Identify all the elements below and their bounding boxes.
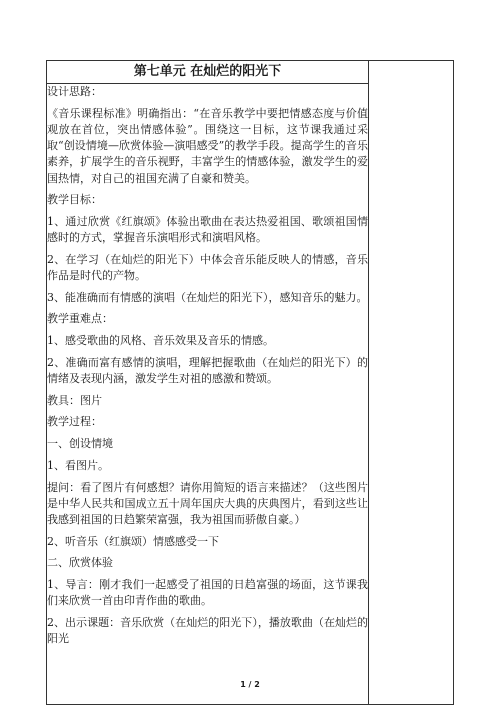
document-title: 第七单元 在灿烂的阳光下: [47, 61, 369, 84]
paragraph: 二、欣赏体验: [47, 556, 113, 570]
paragraph: 教学目标：: [47, 193, 102, 207]
lesson-plan-table: [46, 60, 454, 705]
paragraph: 3、能准确而有情感的演唱（在灿烂的阳光下），感知音乐的魅力。: [47, 290, 368, 304]
paragraph: 教学重难点：: [47, 312, 113, 326]
paragraph: 2、准确而富有感情的演唱，理解把握歌曲（在灿烂的阳光下）的情绪及表现内涵，激发学生对祖的感激和赞颂。: [47, 355, 368, 386]
paragraph: 1、看图片。: [47, 458, 109, 472]
paragraph: 2、在学习（在灿烂的阳光下）中体会音乐能反映人的情感，音乐作品是时代的产物。: [47, 252, 368, 283]
side-notes-column: [369, 61, 454, 705]
paragraph: 一、创设情境: [47, 437, 113, 451]
paragraph: 1、导言：刚才我们一起感受了祖国的日趋富强的场面，这节课我们来欣赏一首由印青作曲的歌曲。: [47, 578, 368, 608]
paragraph: 2、听音乐（红旗颂）情感感受一下: [47, 534, 219, 548]
paragraph: 2、出示课题：音乐欣赏（在灿烂的阳光下），播放歌曲（在灿烂的阳光: [47, 615, 368, 646]
paragraph: 设计思路：: [47, 85, 102, 98]
paragraph: 教学过程：: [47, 415, 102, 429]
lesson-content: [47, 84, 369, 705]
paragraph: 1、通过欣赏《红旗颂》体验出歌曲在表达热爱祖国、歌颂祖国情感时的方式，掌握音乐演唱形式和演唱风格。: [47, 214, 368, 245]
paragraph: 《音乐课程标准》明确指出：“在音乐教学中要把情感态度与价值观放在首位，突出情感体验”。围绕这一目标，这节课我通过采取“创设情境—欣赏体验—演唱感受”的教学手段。提高学生的音乐素养，扩展学生的音乐视野，丰富学生的情感体验，激发学生的爱国热情，对自己的祖国充满了自豪和赞美。: [47, 106, 368, 185]
paragraph: 1、感受歌曲的风格、音乐效果及音乐的情感。: [47, 334, 274, 348]
page-number: 1 / 2: [240, 680, 260, 689]
paragraph: 提问：看了图片有何感想？请你用简短的语言来描述？（这些图片是中华人民共和国成立五十周年国庆大典的庆典图片，看到这些让我感到祖国的日趋繁荣富强，我为祖国而骄傲自豪。）: [47, 480, 368, 526]
paragraph: 教具：图片: [47, 393, 102, 407]
